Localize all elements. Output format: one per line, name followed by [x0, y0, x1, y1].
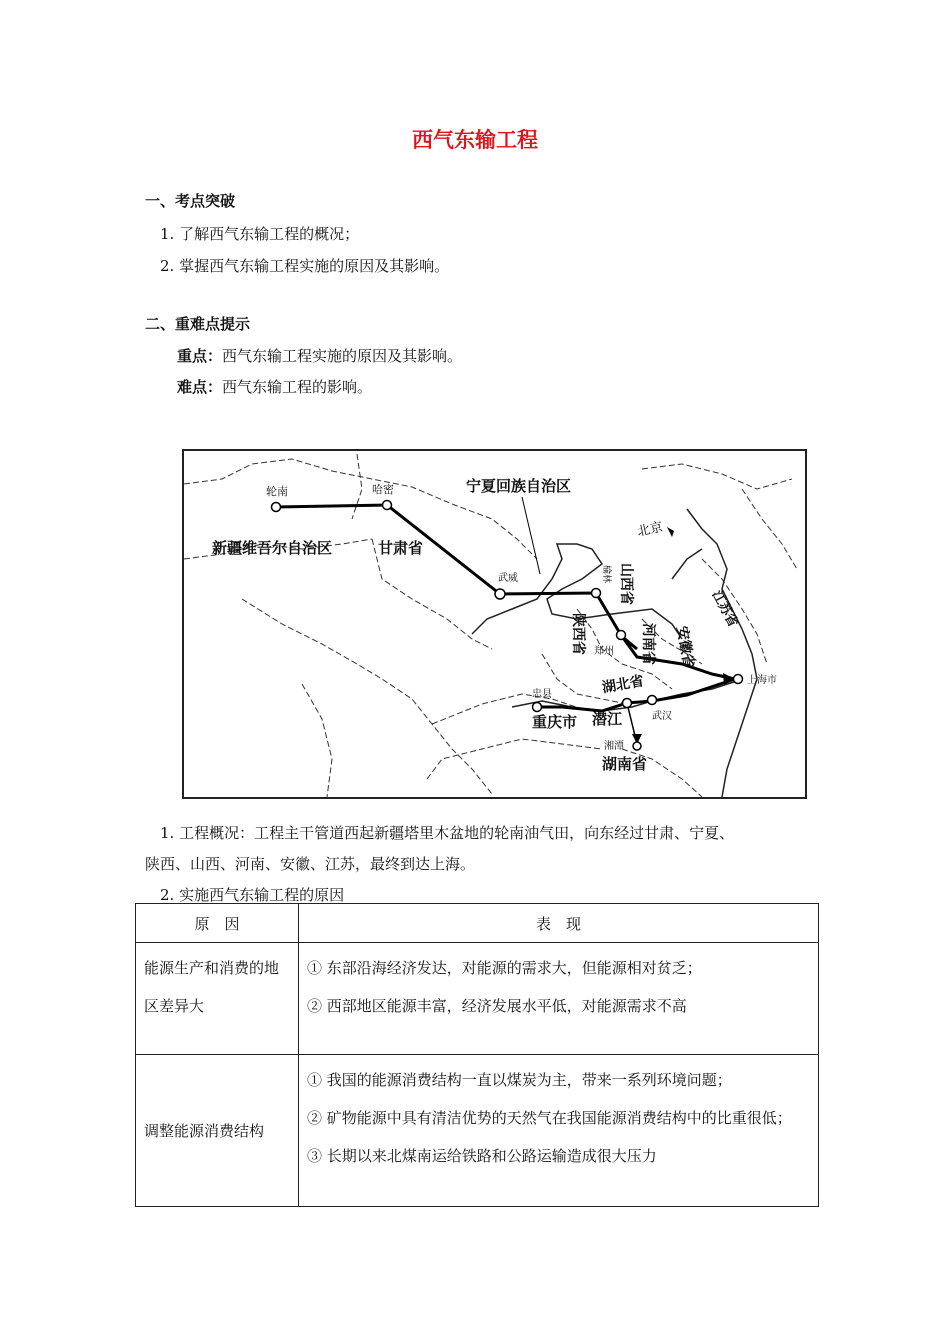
- point-item: ② 矿物能源中具有清洁优势的天然气在我国能源消费结构中的比重很低；: [307, 1109, 792, 1127]
- header-manifestation: 表 现: [299, 904, 819, 943]
- label-anhui: 安徽省: [673, 624, 697, 670]
- header-reason: 原 因: [136, 904, 299, 943]
- label-yulin: 榆林: [601, 565, 611, 584]
- label-beijing: 北京: [635, 519, 665, 540]
- label-wuwei: 武威: [498, 573, 518, 584]
- label-qianjiang: 潜江: [592, 710, 623, 728]
- difficult-point-text: 西气东输工程的影响。: [222, 378, 373, 396]
- point-item: ① 我国的能源消费结构一直以煤炭为主，带来一系列环境问题；: [307, 1071, 732, 1089]
- section1-item-2: 2. 掌握西气东输工程实施的原因及其影响。: [160, 257, 450, 275]
- pipeline-map: [182, 449, 807, 799]
- label-ningxia: 宁夏回族自治区: [466, 477, 572, 495]
- manifestation-cell: [299, 943, 819, 1055]
- label-lunnan: 轮南: [266, 485, 288, 498]
- difficult-point-label: 难点：: [177, 378, 223, 396]
- table-header-row: [136, 904, 819, 943]
- label-shanxi: 山西省: [618, 563, 634, 605]
- point-item: ③ 长期以来北煤南运给铁路和公路运输造成很大压力: [307, 1147, 657, 1165]
- reason-cell: 能源生产和消费的地区差异大: [136, 943, 299, 1055]
- point-item: ② 西部地区能源丰富，经济发展水平低，对能源需求不高: [307, 997, 687, 1015]
- label-hunan: 湖南省: [602, 755, 648, 773]
- label-gansu: 甘肃省: [378, 539, 424, 557]
- key-point-label: 重点：: [177, 347, 223, 365]
- label-shaanxi: 陕西省: [570, 613, 586, 655]
- label-zhongxian: 忠县: [532, 689, 552, 700]
- section2-heading: 二、重难点提示: [145, 315, 251, 333]
- key-point-text: 西气东输工程实施的原因及其影响。: [222, 347, 463, 365]
- reasons-title: 2. 实施西气东输工程的原因: [160, 886, 345, 904]
- label-wuhan: 武汉: [652, 711, 672, 722]
- key-point-line: [177, 345, 462, 366]
- section1-item-1: 1. 了解西气东输工程的概况；: [160, 225, 360, 243]
- label-zhengzhou: 郑州: [594, 646, 614, 657]
- section1-heading: 一、考点突破: [145, 192, 236, 210]
- label-hubei: 湖北省: [600, 673, 646, 697]
- reason-cell: [136, 1055, 299, 1207]
- label-xinjiang: 新疆维吾尔自治区: [212, 539, 333, 557]
- page-title: 西气东输工程: [412, 128, 538, 152]
- table-row: [136, 943, 819, 1055]
- reasons-table: [135, 903, 819, 1207]
- table-row: [136, 1055, 819, 1207]
- overview-line-1: 1. 工程概况：工程主干管道西起新疆塔里木盆地的轮南油气田，向东经过甘肃、宁夏、: [160, 824, 735, 842]
- manifestation-cell: [299, 1055, 819, 1207]
- label-hami: 哈密: [372, 483, 394, 496]
- label-xiangtan: 湘潭: [604, 741, 624, 752]
- label-shanghai: 上海市: [747, 675, 777, 686]
- reason-text: 调整能源消费结构: [144, 1121, 265, 1140]
- label-jiangsu: 江苏省: [708, 588, 741, 630]
- point-item: ① 东部沿海经济发达，对能源的需求大，但能源相对贫乏；: [307, 959, 702, 977]
- label-chongqing: 重庆市: [532, 713, 578, 731]
- difficult-point-line: [177, 376, 372, 397]
- label-henan: 河南省: [640, 623, 656, 665]
- overview-line-2: 陕西、山西、河南、安徽、江苏，最终到达上海。: [145, 855, 476, 873]
